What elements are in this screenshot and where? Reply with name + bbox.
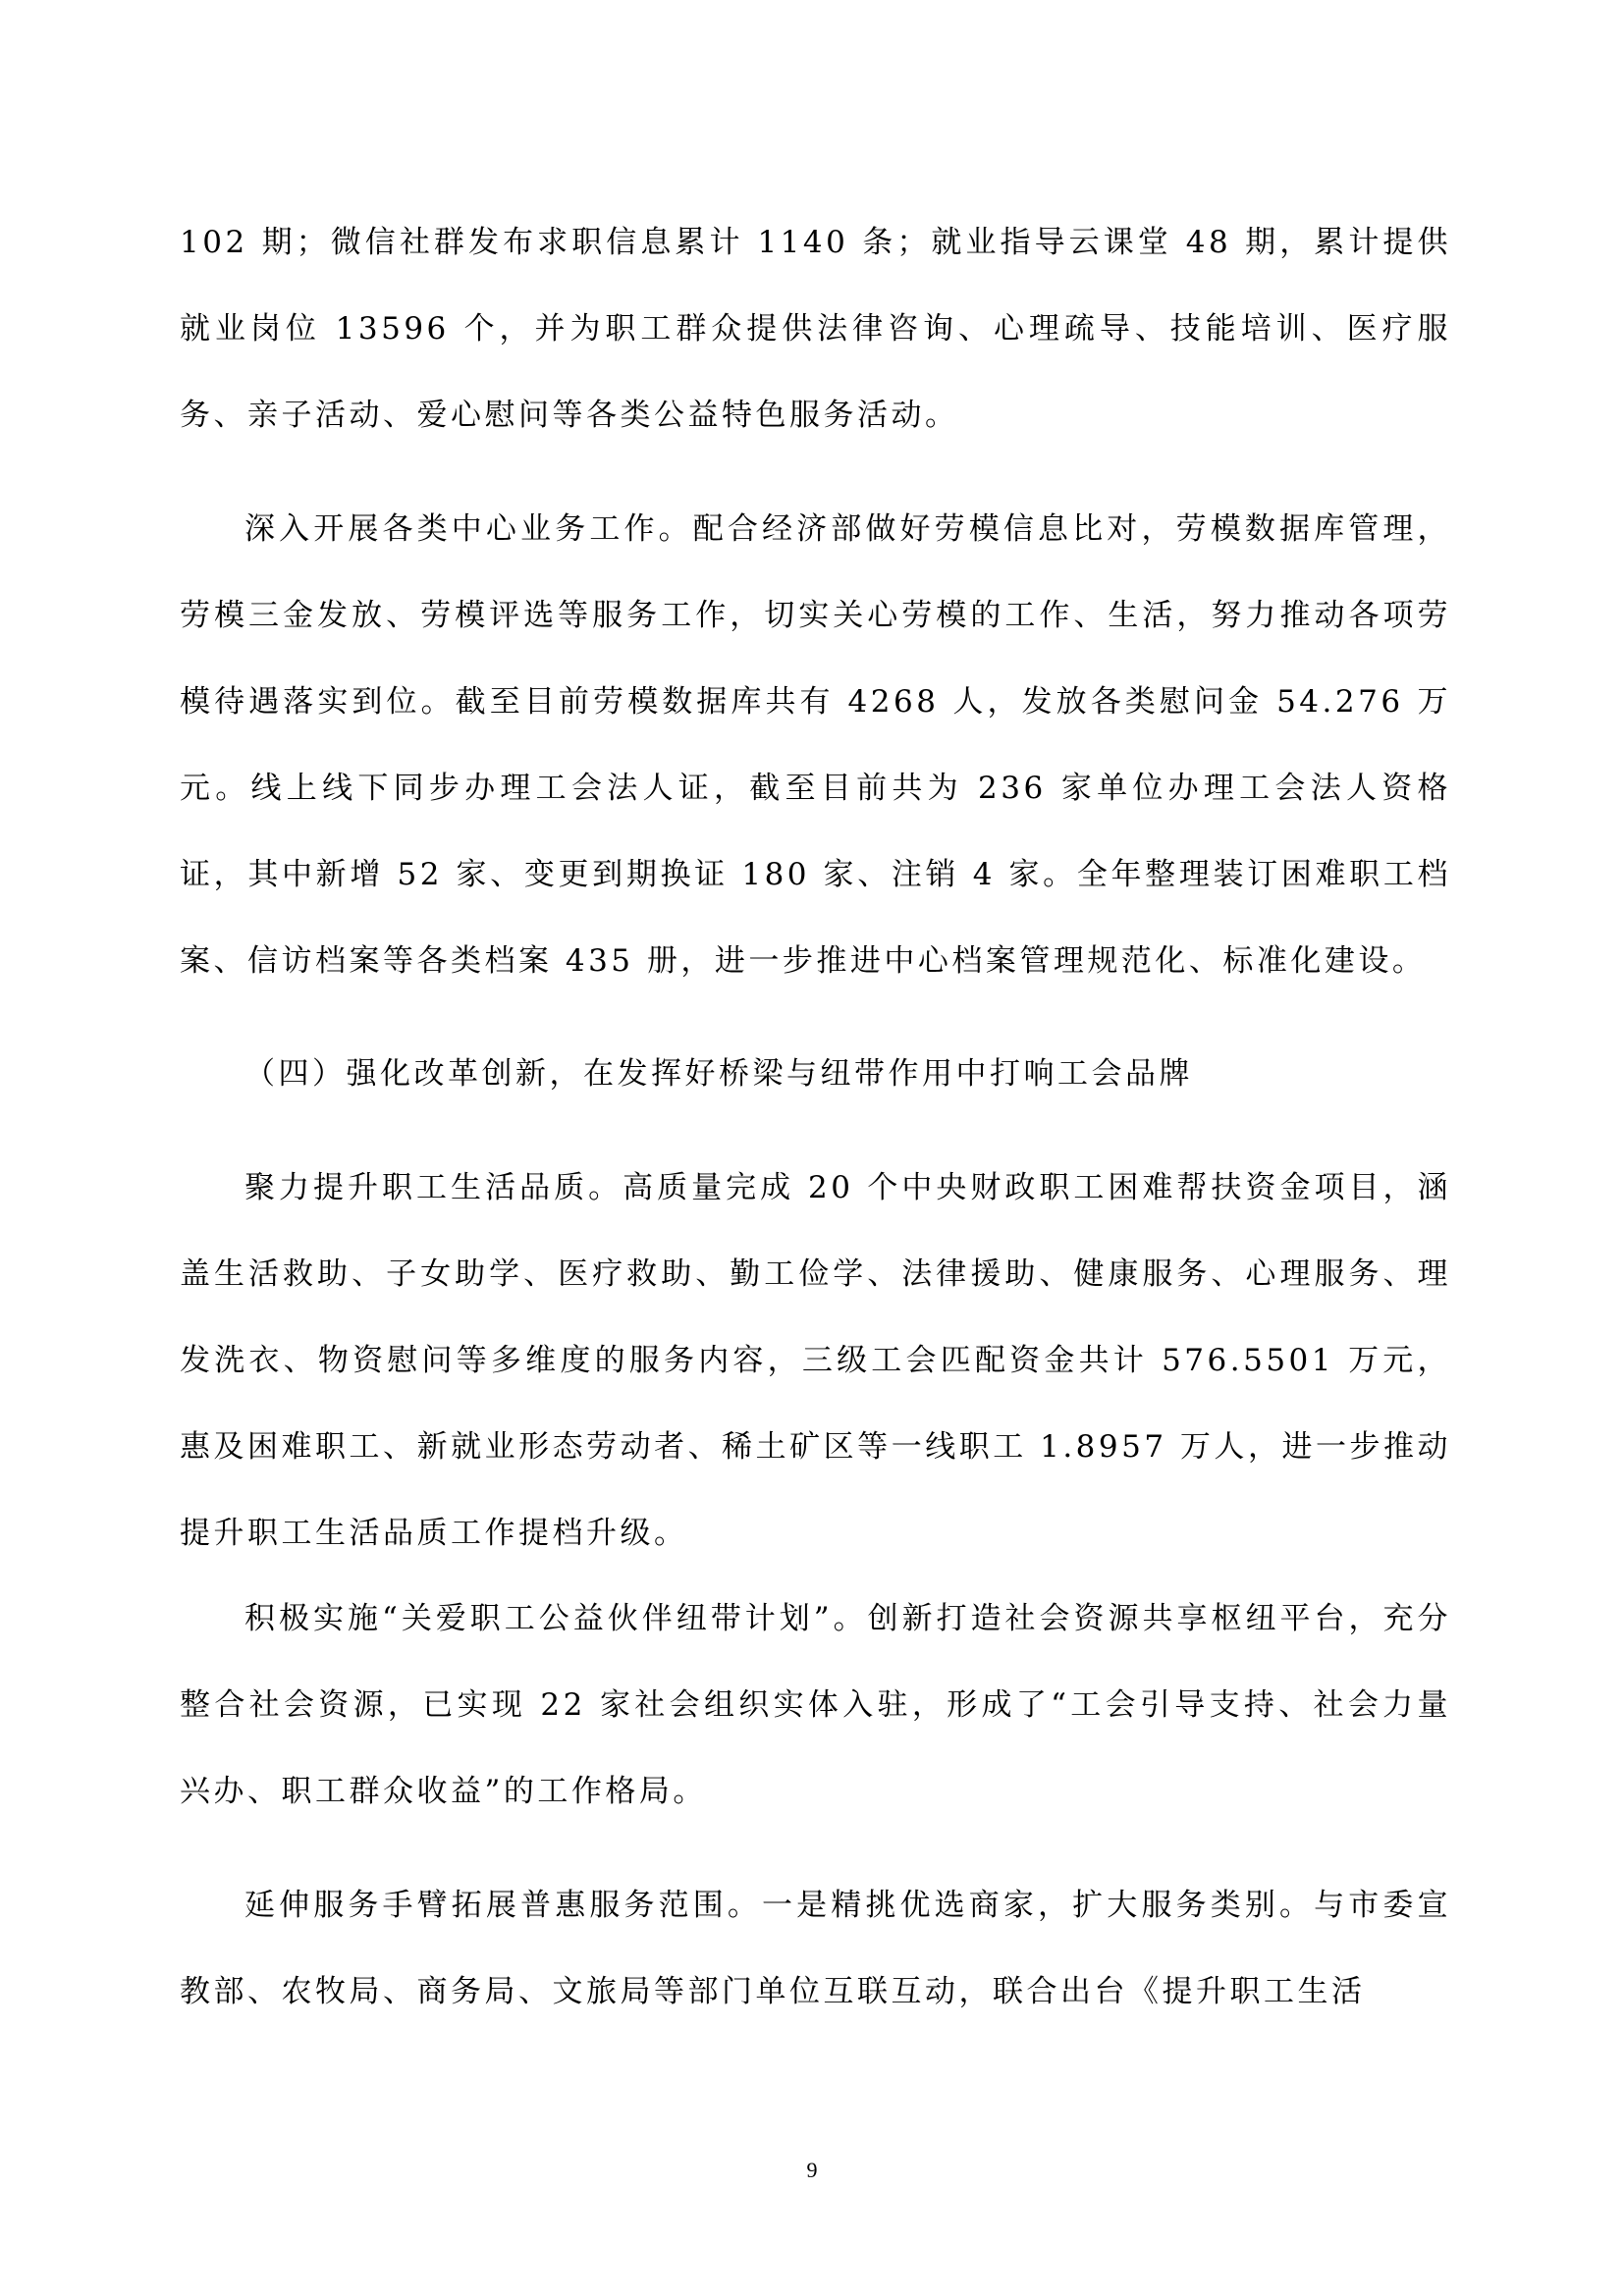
page-number: 9 [806, 2158, 818, 2182]
paragraph-center-business: 深入开展各类中心业务工作。配合经济部做好劳模信息比对，劳模数据库管理，劳模三金发放、劳模评选等服务工作，切实关心劳模的工作、生活，努力推动各项劳模待遇落实到位。截至目前劳模数据库共有 4268 人，发放各类慰问金 54.276 万元。线上线下同步办理工会法人证，截至目前共为 236 家单位办理工会法人资格证，其中新增 52 家、变更到期换证 180 家、注销 4 家。全年整理装订困难职工档案、信访档案等各类档案 435 册，进一步推进中心档案管理规范化、标准化建设。 [180, 511, 1451, 979]
section-heading-reform-innovation: （四）强化改革创新，在发挥好桥梁与纽带作用中打响工会品牌 [244, 1056, 1193, 1092]
paragraph-inclusive-services: 延伸服务手臂拓展普惠服务范围。一是精挑优选商家，扩大服务类别。与市委宣教部、农牧局、商务局、文旅局等部门单位互联互动，联合出台《提升职工生活 [180, 1888, 1451, 2009]
paragraph-life-quality: 聚力提升职工生活品质。高质量完成 20 个中央财政职工困难帮扶资金项目，涵盖生活救助、子女助学、医疗救助、勤工俭学、法律援助、健康服务、心理服务、理发洗衣、物资慰问等多维度的服务内容，三级工会匹配资金共计 576.5501 万元，惠及困难职工、新就业形态劳动者、稀土矿区等一线职工 1.8957 万人，进一步推动提升职工生活品质工作提档升级。 [180, 1170, 1451, 1551]
paragraph-care-plan: 积极实施“关爱职工公益伙伴纽带计划”。创新打造社会资源共享枢纽平台，充分整合社会资源，已实现 22 家社会组织实体入驻，形成了“工会引导支持、社会力量兴办、职工群众收益”的工作格局。 [180, 1601, 1451, 1809]
paragraph-job-services: 102 期；微信社群发布求职信息累计 1140 条；就业指导云课堂 48 期，累计提供就业岗位 13596 个，并为职工群众提供法律咨询、心理疏导、技能培训、医疗服务、亲子活动、爱心慰问等各类公益特色服务活动。 [180, 225, 1451, 433]
